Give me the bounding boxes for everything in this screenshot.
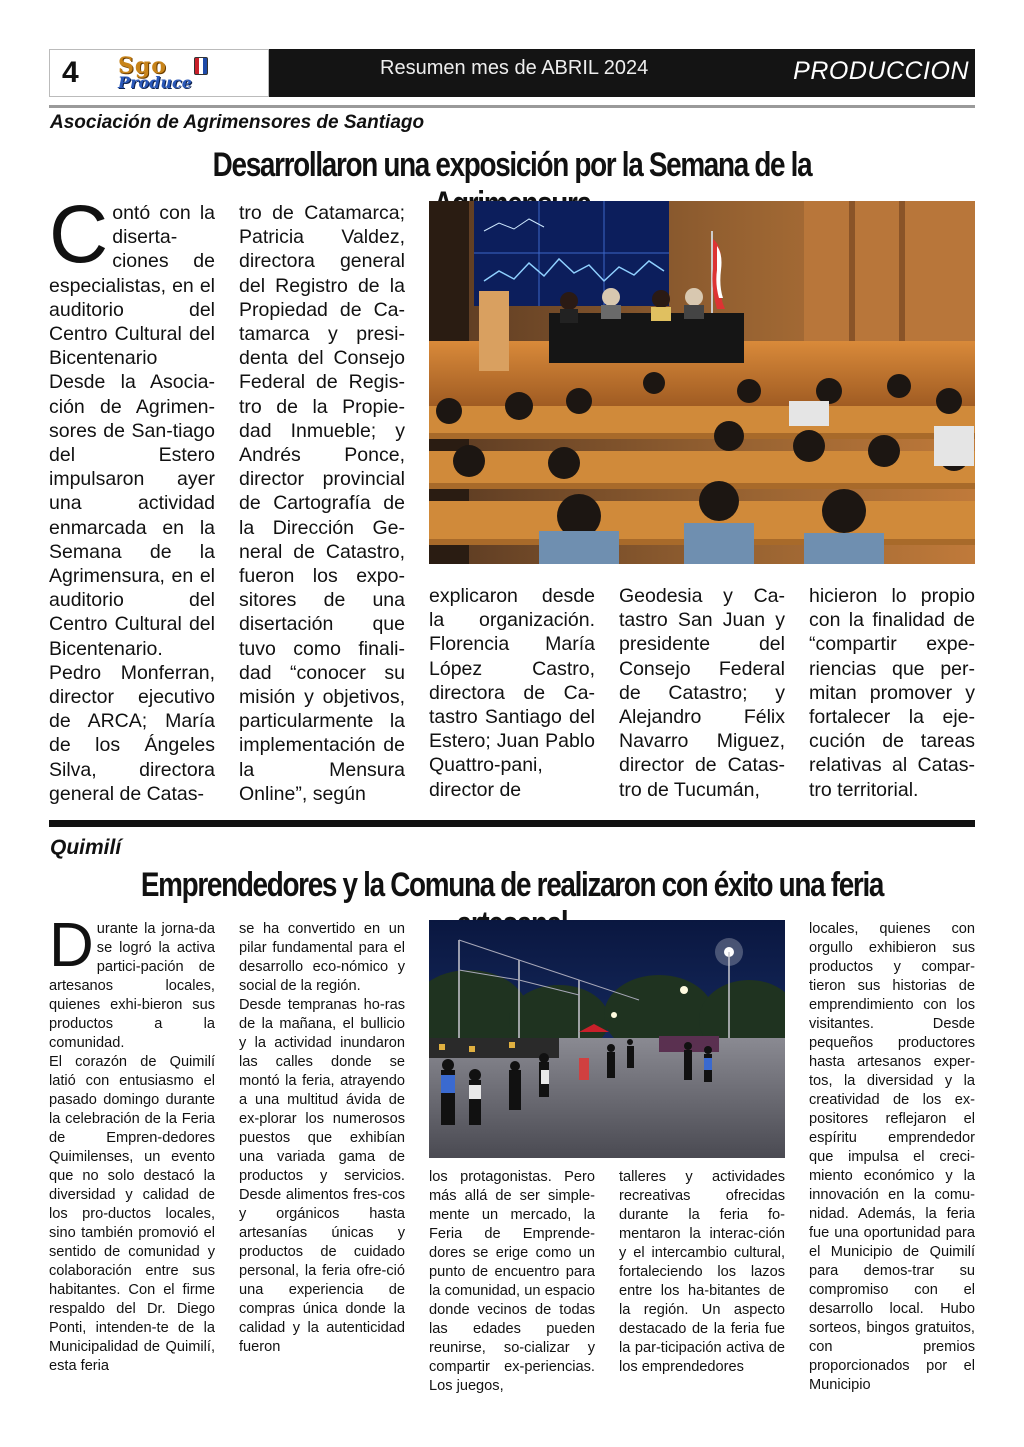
article1-para3: Pedro Monferran, director ejecutivo de ARCA; María de los Ángeles Silva, directora general de Catas- xyxy=(49,661,215,805)
article2-kicker: Quimilí xyxy=(50,836,122,859)
article2-col4 xyxy=(619,1168,785,1377)
article2-col2 xyxy=(239,920,405,1357)
page-header xyxy=(49,49,975,97)
article2-para2: El corazón de Quimilí latió con entusiasmo el pasado domingo durante la celebración de la Feria de Empren-dedores Quimilenses, un evento que no solo destacó la diversidad y calidad de los pro-ductos locales, sino también promovió el sentido de comunidad y colaboración entre sus habitantes. Con el firme respaldo del Dr. Diego Ponti, intenden-te de la Municipalidad de Quimilí, esta feria xyxy=(49,1054,215,1374)
issue-summary: Resumen mes de ABRIL 2024 xyxy=(380,57,649,79)
article2-dropcap: D xyxy=(49,911,94,980)
fair-photo-graphic xyxy=(429,920,785,1158)
section-name: PRODUCCION xyxy=(793,57,969,85)
article1-para1: ontó con la diserta-ciones de especialistas, en el auditorio del Centro Cultural del Bicentenario xyxy=(49,202,215,370)
sgo-produce-logo xyxy=(116,53,256,93)
page-number-box xyxy=(49,49,269,97)
page-number: 4 xyxy=(62,56,79,89)
logo-line2: Produce xyxy=(118,73,192,92)
article2-col4-text: talleres y actividades recreativas ofrecidas durante la feria fo-mentaron la interac-ción y el intercambio cultural, fortaleciendo los lazos entre los ha-bitantes de la región. Un aspecto destacado de la feria fue la par-ticipación activa de los emprendedores xyxy=(619,1169,785,1375)
fair-photo xyxy=(429,920,785,1158)
article1-kicker: Asociación de Agrimensores de Santiago xyxy=(50,112,425,133)
article1-col5 xyxy=(809,584,975,802)
article1-col4-text: Geodesia y Ca-tastro San Juan y presidente del Consejo Federal de Catastro; y Alejandro Félix Navarro Miguez, director de Catas-tro de Tucumán, xyxy=(619,585,785,801)
article1-col2-text: tro de Catamarca; Patricia Valdez, directora general del Registro de la Propiedad de Ca-tamarca y presi-denta del Consejo Federal de Regis-tro de la Propie-dad Inmueble; y Andrés Ponce, director provincial de Cartografía de la Dirección Ge-neral de Catastro, fueron los expo-sitores de una disertación que tuvo como finali-dad “conocer su misión y objetivos, particularmente la implementación de la Mensura Online”, según xyxy=(239,202,405,805)
article2-col5-text: locales, quienes con orgullo exhibieron sus productos y compar-tieron sus historias de emprendimiento con los visitantes. Desde pequeños productores hasta artesanos exper-tos, la diversidad y la creatividad de los ex-positores reflejaron el espíritu emprendedor que impulsa el creci-miento económico y la innovación en la comu-nidad. Además, la feria fue una oportunidad para el Municipio de Quimilí para demos-trar su compromiso con el desarrollo local. Hubo sorteos, bingos gratuitos, con premios proporcionados por el Municipio xyxy=(809,921,975,1393)
article1-dropcap: C xyxy=(49,189,109,280)
article1-col2 xyxy=(239,201,405,806)
article1-col3-text: explicaron desde la organización. Florencia María López Castro, directora de Ca-tastro Santiago del Estero; Juan Pablo Quattro-pani, director de xyxy=(429,585,595,801)
auditorium-photo-graphic xyxy=(429,201,975,564)
article1-col1 xyxy=(49,189,215,806)
article2-para3: se ha convertido en un pilar fundamental para el desarrollo eco-nómico y social de la región. xyxy=(239,921,405,994)
article1-title: Desarrollaron una exposición por la Semana de la xyxy=(212,146,812,184)
article2-title: Emprendedores y la Comuna de realizaron con éxito una feria xyxy=(140,866,884,904)
header-rule xyxy=(49,105,975,108)
article2-col1 xyxy=(49,911,215,1376)
article2-col3 xyxy=(429,1168,595,1396)
article1-para2: Desde la Asocia-ción de Agrimen-sores de San-tiago del Estero impulsaron ayer una actividad enmarcada en la Semana de la Agrimensura, en el auditorio del Centro Cultural del Bicentenario. xyxy=(49,371,215,660)
auditorium-photo xyxy=(429,201,975,564)
section-divider xyxy=(49,820,975,827)
article1-col4 xyxy=(619,584,785,802)
article2-para1: urante la jorna-da se logró la activa partici-pación de artesanos locales, quienes exhi-bieron sus productos a la comunidad. xyxy=(49,921,215,1051)
article2-col3-text: los protagonistas. Pero más allá de ser simple-mente un mercado, la Feria de Emprende-dores se erige como un punto de encuentro para la comunidad, un espacio donde vecinos de todas las edades pueden reunirse, so-cializar y compartir ex-periencias. Los juegos, xyxy=(429,1169,595,1394)
article2-para4: Desde tempranas ho-ras de la mañana, el bullicio y la actividad inundaron las calles donde se montó la feria, atrayendo a una multitud ávida de ex-plorar los numerosos puestos que exhibían una variada gama de productos y servicios. Desde alimentos fres-cos y orgánicos hasta artesanías únicas y productos de cuidado personal, la feria ofre-ció una experiencia de compras única donde la calidad y la autenticidad fueron xyxy=(239,997,405,1355)
header-bar xyxy=(269,49,975,97)
logo-line1: Sgo xyxy=(118,53,167,79)
article1-col3 xyxy=(429,584,595,802)
article2-col5 xyxy=(809,920,975,1395)
flag-icon xyxy=(194,57,208,75)
article1-col5-text: hicieron lo propio con la finalidad de “compartir expe-riencias que per-mitan promover y fortalecer la eje-cución de tareas relativas al Catas-tro territorial. xyxy=(809,585,975,801)
